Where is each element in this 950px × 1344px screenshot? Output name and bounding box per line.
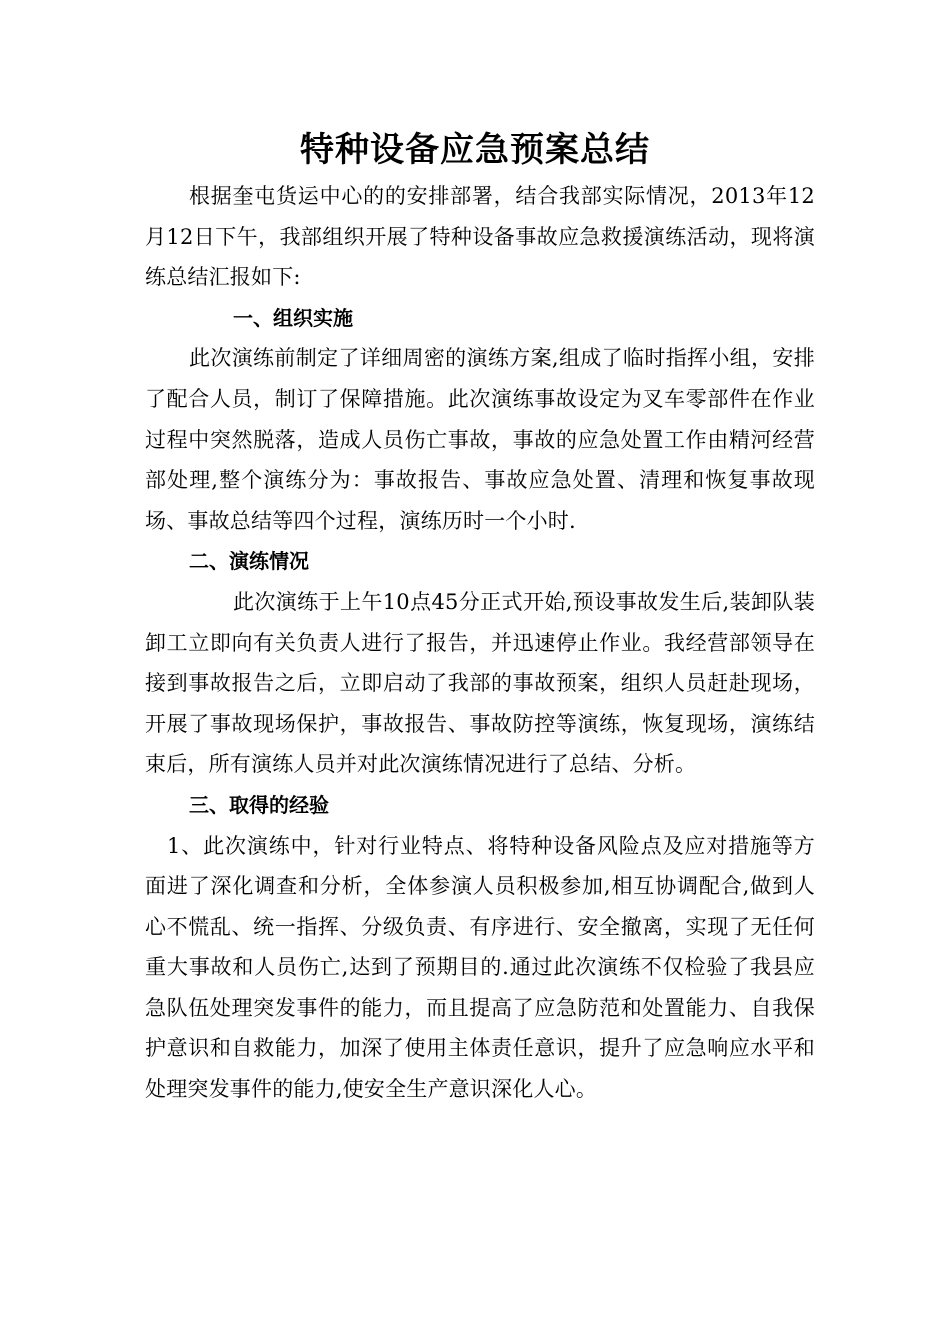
section-paragraph-drill: 此次演练于上午10点45分正式开始,预设事故发生后,装卸队装卸工立即向有关负责人进行了报告，并迅速停止作业。我经营部领导在接到事故报告之后，立即启动了我部的事故预案，组织人员赶赴现场，开展了事故现场保护，事故报告、事故防控等演练，恢复现场，演练结束后，所有演练人员并对此次演练情况进行了总结、分析。 (145, 589, 815, 777)
document-body (145, 176, 815, 1110)
section-heading-organization: 一、组织实施 (233, 305, 353, 330)
document-title: 特种设备应急预案总结 (300, 130, 650, 170)
section-paragraph-organization: 此次演练前制定了详细周密的演练方案,组成了临时指挥小组，安排了配合人员，制订了保障措施。此次演练事故设定为叉车零部件在作业过程中突然脱落，造成人员伤亡事故，事故的应急处置工作由精河经营部处理,整个演练分为：事故报告、事故应急处置、清理和恢复事故现场、事故总结等四个过程，演练历时一个小时. (145, 346, 815, 533)
section-paragraph-experience: 1、此次演练中，针对行业特点、将特种设备风险点及应对措施等方面进了深化调查和分析，全体参演人员积极参加,相互协调配合,做到人心不慌乱、统一指挥、分级负责、有序进行、安全撤离，实现了无任何重大事故和人员伤亡,达到了预期目的.通过此次演练不仅检验了我县应急队伍处理突发事件的能力，而且提高了应急防范和处置能力、自我保护意识和自救能力，加深了使用主体责任意识，提升了应急响应水平和处理突发事件的能力,使安全生产意识深化人心。 (145, 833, 815, 1102)
section-heading-experience: 三、取得的经验 (189, 792, 329, 817)
section-heading-drill: 二、演练情况 (189, 549, 309, 574)
intro-paragraph: 根据奎屯货运中心的的安排部署，结合我部实际情况，2013年12月12日下午，我部组织开展了特种设备事故应急救援演练活动，现将演练总结汇报如下: (145, 184, 815, 290)
